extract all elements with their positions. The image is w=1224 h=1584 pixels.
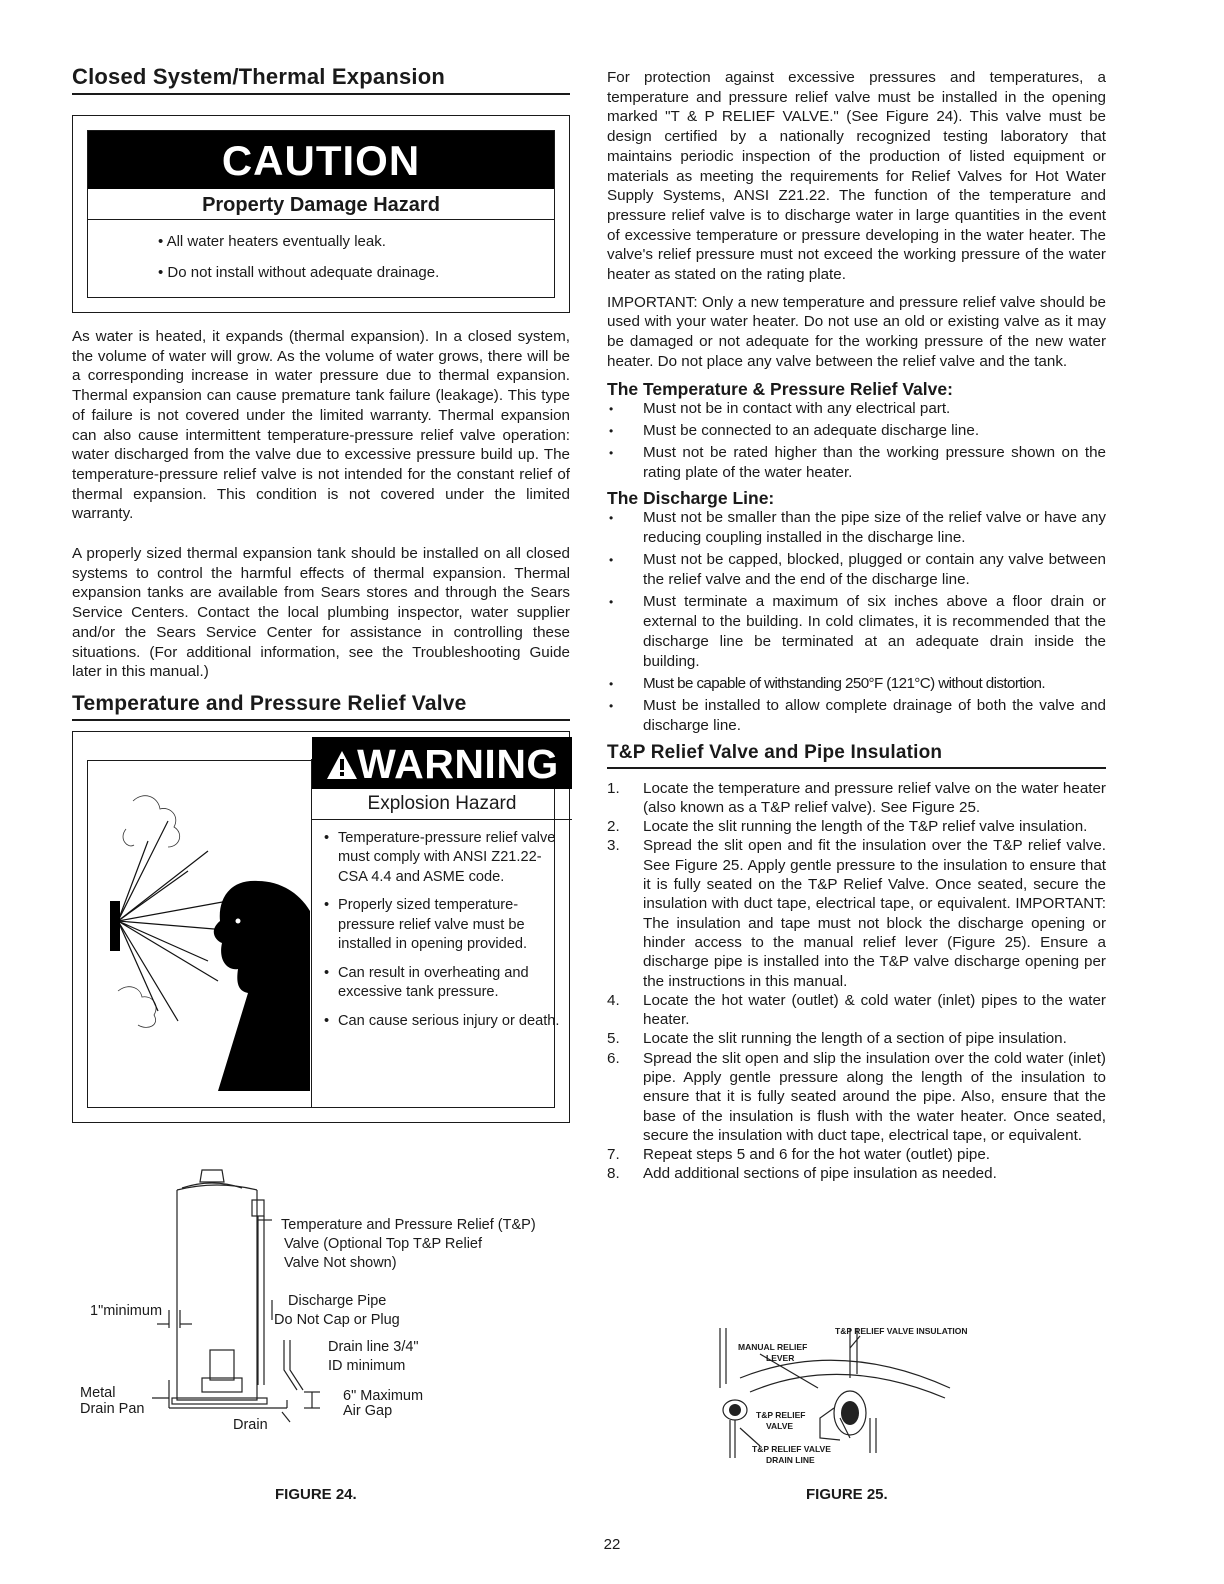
discharge-item: • Must not be smaller than the pipe size of the relief valve or have any reducing coupling installed in the discharge line.: [607, 508, 1106, 548]
step-number: 4.: [607, 991, 620, 1009]
figure-24-caption: FIGURE 24.: [275, 1486, 357, 1503]
caution-item: • Do not install without adequate drainage.: [158, 263, 554, 282]
warning-box: [72, 731, 570, 1123]
figure-24: [72, 1160, 572, 1460]
warning-item: • Can cause serious injury or death.: [324, 1012, 566, 1032]
discharge-item: • Must terminate a maximum of six inches above a floor drain or external to the building. In cold climates, it is recommended that the discharge line be terminated at an adequate drain inside the building.: [607, 592, 1106, 672]
warning-item: • Temperature-pressure relief valve must comply with ANSI Z21.22-CSA 4.4 and ASME code.: [324, 829, 566, 888]
warning-inner: [87, 740, 560, 1108]
step-text: Locate the hot water (outlet) & cold water (inlet) pipes to the water heater.: [643, 991, 1106, 1029]
warning-item: • Properly sized temperature-pressure relief valve must be installed in opening provided.: [324, 896, 566, 955]
fig24-max-2: Air Gap: [343, 1403, 393, 1419]
step-number: 3.: [607, 837, 620, 855]
insulation-title: T&P Relief Valve and Pipe Insulation: [607, 742, 1106, 769]
fig25-manual-1: MANUAL RELIEF: [738, 1342, 808, 1352]
fig25-insulation: T&P RELIEF VALVE INSULATION: [835, 1326, 968, 1336]
fig25-manual-2: LEVER: [766, 1353, 795, 1363]
valve-subtitle: The Temperature & Pressure Relief Valve:: [607, 378, 953, 399]
step-text: Add additional sections of pipe insulation as needed.: [643, 1165, 997, 1183]
caution-item: • All water heaters eventually leak.: [158, 232, 554, 251]
tp-valve-title: Temperature and Pressure Relief Valve: [72, 692, 570, 721]
step-item: [607, 817, 1106, 836]
step-item: [607, 1164, 1106, 1183]
expansion-tank-paragraph: A properly sized thermal expansion tank should be installed on all closed systems to control the harmful effects of thermal expansion. Thermal expansion tanks are available from Sears stores and through the Sears Service Centers. Contact the local plumbing inspector, water supplier and/or the Sears Service Center for assistance in controlling these situations. (For additional information, see the Troubleshooting Guide later in this manual.): [72, 545, 570, 681]
step-number: 7.: [607, 1146, 620, 1164]
closed-system-title: Closed System/Thermal Expansion: [72, 64, 570, 95]
caution-subtitle: Property Damage Hazard: [88, 189, 554, 220]
warning-panel: [311, 740, 572, 1107]
valve-item: • Must be connected to an adequate discharge line.: [607, 421, 1106, 441]
discharge-item: • Must be installed to allow complete drainage of both the valve and discharge line.: [607, 696, 1106, 736]
step-item: [607, 1049, 1106, 1145]
insulation-steps: [607, 779, 1106, 1184]
tp-valve-insulation-diagram: [700, 1318, 990, 1468]
fig24-drain: Drain: [233, 1417, 268, 1433]
fig24-drain-line-1: Drain line 3/4": [328, 1339, 419, 1355]
fig24-tp-label-3: Valve Not shown): [284, 1255, 397, 1271]
thermal-expansion-paragraph: As water is heated, it expands (thermal expansion). In a closed system, the volume of water will grow. As the volume of water grows, there will be a corresponding increase in water pressure due to thermal expansion. Thermal expansion can cause premature tank failure (leakage). This type of failure is not covered under the limited warranty. Thermal expansion can also cause intermittent temperature-pressure relief valve operation: water discharged from the valve due to excessive pressure build up. The temperature-pressure relief valve is not intended for the constant relief of thermal expansion. This condition is not covered under the limited warranty.: [72, 328, 570, 523]
step-text: Spread the slit open and fit the insulation over the T&P relief valve. See Figure 25. Apply gentle pressure to the insulation to ensure that it is fully seated on the T&P Relief Valve. Once seated, secure the insulation with duct tape, electrical tape, or equivalent. IMPORTANT: The insulation and tape must not block the discharge opening or hinder access to the manual relief lever (Figure 25). Ensure a discharge pipe is installed into the T&P valve discharge opening per the instructions in this manual.: [643, 837, 1106, 990]
warning-banner: [312, 737, 572, 789]
step-number: 1.: [607, 779, 620, 797]
alert-triangle-icon: [325, 749, 359, 781]
step-item: [607, 836, 1106, 990]
discharge-item: • Must be capable of withstanding 250°F (121°C) without distortion.: [607, 674, 1106, 694]
fig25-valve-1: T&P RELIEF: [756, 1410, 806, 1420]
fig24-drain-pan: Drain Pan: [80, 1401, 145, 1417]
step-number: 6.: [607, 1049, 620, 1067]
fig24-minimum: 1"minimum: [90, 1303, 163, 1319]
fig24-tp-label-2: Valve (Optional Top T&P Relief: [284, 1236, 483, 1252]
warning-banner-text: WARNING: [357, 740, 559, 787]
fig24-metal: Metal: [80, 1385, 116, 1401]
fig25-drain-2: DRAIN LINE: [766, 1455, 815, 1465]
step-number: 8.: [607, 1165, 620, 1183]
discharge-list: [607, 508, 1106, 736]
fig24-max-1: 6" Maximum: [343, 1388, 424, 1404]
step-text: Repeat steps 5 and 6 for the hot water (outlet) pipe.: [643, 1146, 990, 1164]
caution-list: [88, 232, 554, 282]
step-item: [607, 779, 1106, 818]
warning-subtitle: Explosion Hazard: [312, 789, 572, 820]
caution-box: [72, 115, 570, 313]
discharge-item: • Must not be capped, blocked, plugged or contain any valve between the relief valve and the end of the discharge line.: [607, 550, 1106, 590]
caution-banner: CAUTION: [88, 131, 554, 189]
step-text: Spread the slit open and slip the insulation over the cold water (inlet) pipe. Apply gentle pressure along the length of the insulation to ensure that it is fully seated around the pipe. Also, ensure that the base of the insulation is flush with the water heater. Once seated, secure the insulation with duct tape, electrical tape, or equivalent.: [643, 1049, 1106, 1144]
step-text: Locate the slit running the length of the T&P relief valve insulation.: [643, 818, 1088, 836]
warning-list: [324, 829, 566, 1041]
step-item: [607, 1145, 1106, 1164]
fig24-tp-label-1: Temperature and Pressure Relief (T&P): [281, 1217, 536, 1233]
step-item: [607, 1029, 1106, 1048]
step-text: Locate the slit running the length of a section of pipe insulation.: [643, 1030, 1067, 1048]
caution-inner: [87, 130, 555, 298]
figure-25: [700, 1318, 990, 1468]
important-paragraph: IMPORTANT: Only a new temperature and pressure relief valve should be used with your water heater. Do not use an old or existing valve as it may be damaged or not adequate for the working pressure of the new water heater. Do not place any valve between the relief valve and the tank.: [607, 293, 1106, 370]
left-column: [72, 64, 570, 1123]
valve-item: • Must not be in contact with any electrical part.: [607, 399, 1106, 419]
valve-item: • Must not be rated higher than the working pressure shown on the rating plate of the water heater.: [607, 443, 1106, 483]
discharge-subtitle: The Discharge Line:: [607, 487, 775, 508]
valve-list: [607, 399, 1106, 483]
step-text: Locate the temperature and pressure relief valve on the water heater (also known as a T&P relief valve). See Figure 25.: [643, 779, 1106, 816]
tp-protection-paragraph: For protection against excessive pressures and temperatures, a temperature and pressure relief valve must be installed in the opening marked "T & P RELIEF VALVE." (See Figure 24). This valve must be design certified by a nationally recognized testing laboratory that maintains periodic inspection of the production of listed equipment or materials as meeting the requirements for Relief Valves for Hot Water Supply Systems, ANSI Z21.22. The function of the temperature and pressure relief valve is to discharge water in large quantities in the event of excessive temperature or pressure developing in the water heater. The valve's relief pressure must not exceed the working pressure of the water heater as stated on the rating plate.: [607, 69, 1106, 284]
right-column: [607, 68, 1106, 1184]
fig24-discharge-1: Discharge Pipe: [288, 1293, 387, 1309]
figure-25-caption: FIGURE 25.: [806, 1486, 888, 1503]
explosion-hazard-illustration: [88, 761, 310, 1091]
step-number: 5.: [607, 1030, 620, 1048]
fig24-discharge-2: Do Not Cap or Plug: [274, 1312, 400, 1328]
warning-item: • Can result in overheating and excessive tank pressure.: [324, 964, 566, 1003]
fig25-drain-1: T&P RELIEF VALVE: [752, 1444, 831, 1454]
step-number: 2.: [607, 818, 620, 836]
page-number: 22: [603, 1536, 621, 1553]
fig24-drain-line-2: ID minimum: [328, 1358, 406, 1374]
fig25-valve-2: VALVE: [766, 1421, 794, 1431]
step-item: [607, 991, 1106, 1030]
